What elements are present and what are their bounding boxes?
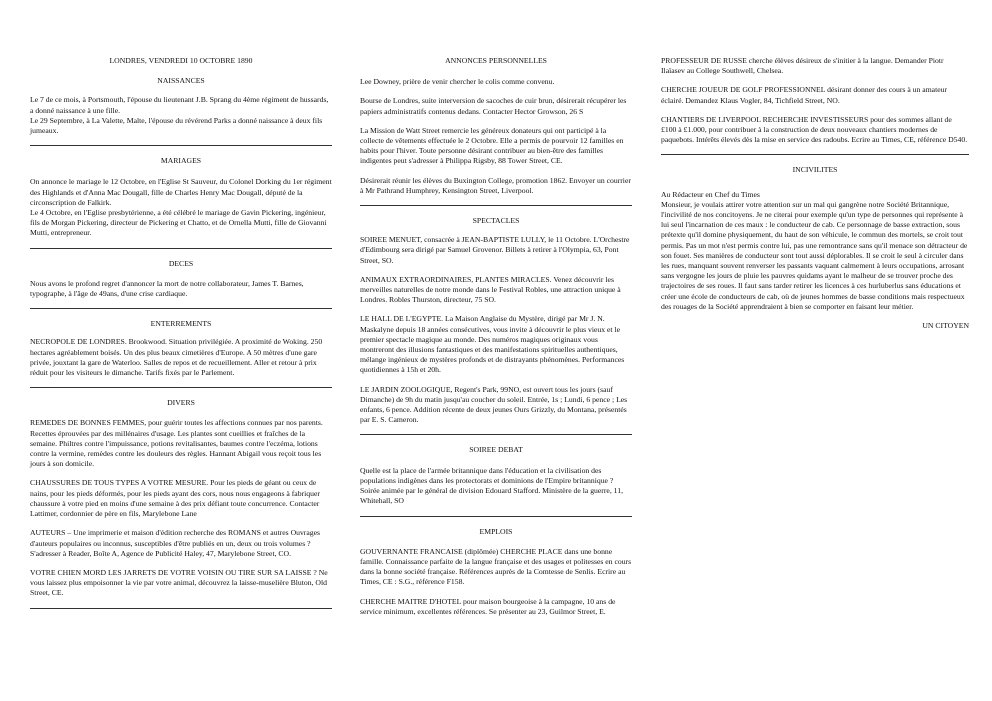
- section: [360, 527, 632, 617]
- announcement-text: SOIREE MENUET, consacrée à JEAN-BAPTISTE LULLY, le 11 Octobre. L'Orchestre d'Edimbourg sera dirigé par Samuel Grovenor. Billets à retirer à l'Olympia, 63, Pont Street, SO.: [360, 235, 630, 265]
- announcement-text: On annonce le mariage le 12 Octobre, en l'Eglise St Sauveur, du Colonel Dorking du 1er régiment des Highlands et d'Anna Mac Dougall, fille de Charles Henry Mac Dougall, député de la circonscription de Falkirk. Le 4 Octobre, en l'Eglise presbytérienne, a été célébré le mariage de Gavin Pickering, ingénieur, fils de Morgan Pickering, directeur de Pickering et Chatto, et de Ornella Mutti, fille de Giovanni Mutti, entrepreneur.: [30, 177, 332, 238]
- column-3: [661, 56, 969, 331]
- section: [661, 165, 969, 331]
- announcement-text: VOTRE CHIEN MORD LES JARRETS DE VOTRE VOISIN OU TIRE SUR SA LAISSE ? Ne vous laissez plus empoisonner la vie par votre animal, découvrez la laisse-muselière Bluton, Old Street, CE.: [30, 567, 328, 598]
- column-1: [30, 56, 332, 619]
- section-divider: [360, 516, 632, 517]
- section-heading: DECES: [168, 258, 194, 268]
- section: [360, 445, 632, 506]
- section: [30, 398, 332, 598]
- section: [360, 216, 632, 425]
- section-divider: [30, 145, 332, 146]
- announcement-text: LE HALL DE L'EGYPTE. La Maison Anglaise du Mystère, dirigé par Mr J. N. Maskalyne depuis 18 années consécutives, vous invite à découvrir le plus vieux et le premier spectacle magique au monde. Des numéros magiques originaux vous montreront des illusions fantastiques et des manifestations spirituelles authentiques, mélange ingénieux de mystères profonds et de distrayants phénomènes. Performances quotidiennes à 15h et 20h.: [360, 314, 625, 375]
- section: [30, 76, 332, 136]
- section-divider: [360, 434, 632, 435]
- announcement-text: Nous avons le profond regret d'annoncer la mort de notre collaborateur, James T. Barnes, typographe, à l'âge de 49ans, d'une crise cardiaque.: [30, 278, 304, 299]
- announcement-text: Lee Downey, prière de venir chercher le colis comme convenu.: [360, 77, 555, 87]
- announcement-text: CHERCHE JOUEUR DE GOLF PROFESSIONNEL désirant donner des cours à un amateur éclairé. Demandez Klaus Vogler, 84, Tichfield Street, NO.: [661, 85, 948, 105]
- section-divider: [30, 248, 332, 249]
- section: [30, 56, 332, 66]
- section: [30, 319, 332, 378]
- announcement-text: La Mission de Watt Street remercie les généreux donateurs qui ont participé à la collecte de vêtements effectuée le 2 Octobre. Elle a permis de pourvoir 12 familles en habits pour l'hiver. Toute personne désirant contribuer au bien-être des familles indigentes peut s'adresser à Philippa Rigsby, 88 Tower Street, CE.: [360, 125, 624, 166]
- section-heading: LONDRES, VENDREDI 10 OCTOBRE 1890: [109, 56, 253, 65]
- announcement-text: CHERCHE MAITRE D'HOTEL pour maison bourgeoise à la campagne, 10 ans de service minimum, excellentes références. Se présenter au 23, Guilmor Street, E.: [360, 596, 616, 616]
- section-divider: [30, 387, 332, 388]
- section-heading: INCIVILITES: [792, 165, 838, 175]
- section-heading: SPECTACLES: [472, 216, 520, 226]
- announcement-text: Désirerait réunir les élèves du Buxington College, promotion 1862. Envoyer un courrier à Mr Pathrand Humphrey, Kensington Street, Liverpool.: [360, 175, 631, 195]
- section-divider: [30, 308, 332, 309]
- announcement-text: Au Rédacteur en Chef du Times Monsieur, je voulais attirer votre attention sur un mal qui gangrène notre Société Britannique, l'incivilité de nos concitoyens. Je ne citerai pour exemple qu'un type de personnes qui représente à lui seul l'incarnation de ces maux : le conducteur de cab. Ce personnage de basse extraction, sous prétexte qu'il domine physiquement, du haut de son véhicule, le commun des mortels, se croit tout permis. Pas un mot n'est permis contre lui, pas une remontrance sans qu'il menace son détracteur de son fouet. Ses manières de conducteur sont tout aussi déplorables. Il se croit le seul à circuler dans les rues, manquant souvent renverser les passants vaquant calmement à leurs occupations, arrosant sans vergogne les jours de pluie les pauvres quidams ayant le malheur de se trouver proche des trajectoires de ses roues. Il faut sans tarder retirer les licences à ces hurluberlus sans éducations et créer une école de conducteurs de cab, où de jeunes hommes de basse conditions mais respectueux des rouages de la Société apprendraient à bien se comporter en faisant leur métier.: [661, 189, 968, 311]
- announcement-text: CHAUSSURES DE TOUS TYPES A VOTRE MESURE. Pour les pieds de géant ou ceux de nains, pour les pieds déformés, pour les pieds ayant des cors, nous nous engageons à fabriquer chaussure à votre pied en moins d'une semaine à des prix défiant toute concurrence. Contacter Lattimer, cordonnier de père en fils, Marylebone Lane: [30, 478, 320, 519]
- section-heading: ANNONCES PERSONNELLES: [445, 56, 547, 65]
- letter-signature: UN CITOYEN: [922, 321, 969, 331]
- announcement-text: Quelle est la place de l'armée britannique dans l'éducation et la civilisation des populations indigènes dans les protectorats et dominions de l'Empire britannique ? Soirée animée par le général de division Edouard Stafford. Ministère de la guerre, 11, Whitehall, SO: [360, 465, 623, 506]
- announcement-text: REMEDES DE BONNES FEMMES, pour guérir toutes les affections connues par nos parents. Recettes éprouvées par des millénaires d'usage. Les plantes sont cueillies et fraîches de la semaine. Philtres contre l'impuissance, potions revitalisantes, baumes contre l'eczéma, lotions contre la vermine, remèdes contre les douleurs des règles. Hannant Abigail vous reçoit tous les jours à son domicile.: [30, 418, 323, 469]
- column-2: [360, 56, 632, 617]
- section-divider: [360, 205, 632, 206]
- section: [30, 156, 332, 238]
- section-heading: NAISSANCES: [157, 76, 205, 86]
- section-heading: MARIAGES: [160, 156, 202, 166]
- section-heading: ENTERREMENTS: [150, 319, 212, 329]
- announcement-text: AUTEURS – Une imprimerie et maison d'édition recherche des ROMANS et autres Ouvrages d'auteurs populaires ou inconnus, susceptibles d'être publiés en un, deux ou trois volumes ? S'adresser à Reader, Boîte A, Agence de Publicité Haley, 47, Marylebone Street, CO.: [30, 528, 321, 558]
- announcement-text: GOUVERNANTE FRANCAISE (diplômée) CHERCHE PLACE dans une bonne famille. Connaissance parfaite de la langue française et des usages et politesses en cours dans la bonne société française. Références auprès de la Comtesse de Senlis. Ecrire au Times, CE : S.G., référence F158.: [360, 546, 632, 587]
- section: [30, 259, 332, 300]
- announcement-text: Le 7 de ce mois, à Portsmouth, l'épouse du lieutenant J.B. Sprang du 4ème régiment de hussards, a donné naissance à une fille. Le 29 Septembre, à La Valette, Malte, l'épouse du révérend Parks a donné naissance à deux fils jumeaux.: [30, 95, 329, 136]
- section-heading: EMPLOIS: [479, 526, 513, 536]
- announcement-text: LE JARDIN ZOOLOGIQUE, Regent's Park, 99NO, est ouvert tous les jours (sauf Dimanche) de 9h du matin jusqu'au coucher du soleil. Entrée, 1s ; Lundi, 6 pence ; Les enfants, 6 pence. Addition récente de deux jeunes Ours Grizzly, du Montana, présentés par E. S. Cameron.: [360, 384, 628, 425]
- section-heading: SOIREE DEBAT: [469, 445, 523, 455]
- announcement-text: NECROPOLE DE LONDRES. Brookwood. Situation privilégiée. A proximité de Woking. 250 hectares agréablement boisés. Un des plus beaux cimetières d'Europe. A 50 mètres d'une gare privée, jouxtant la gare de Waterloo. Salles de repos et de recueillement. Aller et retour à prix réduit pour les visiteurs le dimanche. Tarifs fixés par le Parlement.: [30, 337, 323, 378]
- section-divider: [30, 608, 332, 609]
- section-heading: DIVERS: [167, 398, 195, 408]
- announcement-text: Bourse de Londres, suite interversion de sacoches de cuir brun, désirerait récupérer les papiers administratifs contenus dedans. Contacter Hector Growson, 26 S: [360, 96, 627, 116]
- section: [360, 56, 632, 196]
- section: [661, 56, 969, 145]
- announcement-text: PROFESSEUR DE RUSSE cherche élèves désireux de s'initier à la langue. Demander Piotr Ilaïasev au College Southwell, Chelsea.: [661, 56, 944, 76]
- announcement-text: ANIMAUX EXTRAORDINAIRES, PLANTES MIRACLES. Venez découvrir les merveilles naturelles de notre monde dans le Festival Robles, une attraction unique à Londres. Robles Thurston, directeur, 75 SO.: [360, 274, 621, 305]
- announcement-text: CHANTIERS DE LIVERPOOL RECHERCHE INVESTISSEURS pour des sommes allant de £100 à £1.000, pour contribuer à la construction de deux nouveaux chantiers modernes de paquebots. Intérêts élevés dès la mise en service des radoubs. Ecrire au Times, CE, référence D540.: [661, 114, 968, 145]
- section-divider: [661, 154, 969, 155]
